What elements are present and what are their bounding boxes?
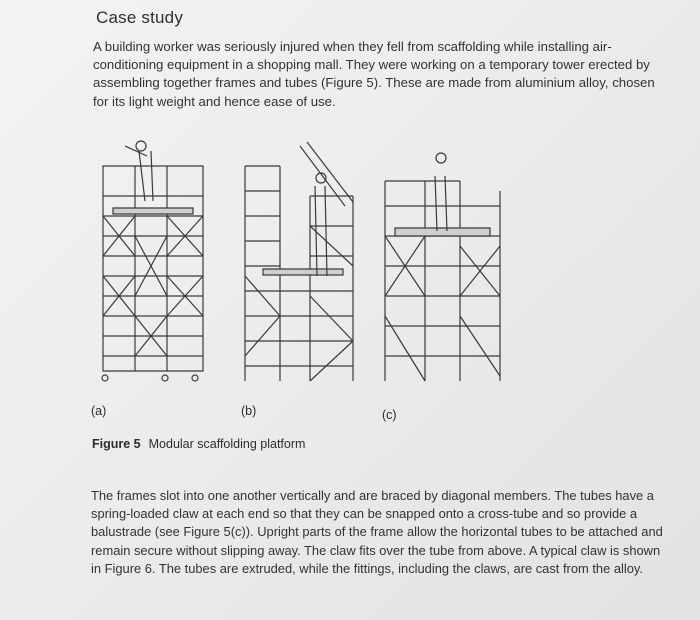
- figure-5: [91, 136, 515, 422]
- figure-label-c: (c): [382, 408, 397, 422]
- figure-caption-text: Modular scaffolding platform: [148, 437, 306, 451]
- body-paragraph: The frames slot into one another vertically and are braced by diagonal members. The tubes have a spring-loaded claw at each end so that they can be snapped onto a cross-tube and so provide a balustrade (see Figure 5(c)). Upright parts of the frame allow the horizontal tubes to be attached and remain secure without slipping away. The claw fits over the tube from above. A typical claw is shown in Figure 6. The tubes are extruded, while the fittings, including the claws, are cast from the alloy.: [91, 488, 663, 576]
- intro-paragraph: A building worker was seriously injured when they fell from scaffolding while installing air-conditioning equipment in a shopping mall. They were working on a temporary tower erected by assembling together frames and tubes (Figure 5). These are made from aluminium alloy, chosen for its light weight and hence ease of use.: [93, 39, 655, 109]
- scaffolding-illustration: [95, 136, 515, 398]
- scaffold-tower-a: [102, 141, 203, 381]
- scaffold-tower-c: [385, 153, 500, 381]
- section-heading: Case study: [96, 8, 184, 27]
- figure-label-b: (b): [241, 404, 257, 418]
- figure-caption: [92, 437, 305, 451]
- scaffold-tower-b: [245, 142, 353, 381]
- figure-number: Figure 5: [92, 437, 141, 451]
- figure-label-a: (a): [91, 404, 107, 418]
